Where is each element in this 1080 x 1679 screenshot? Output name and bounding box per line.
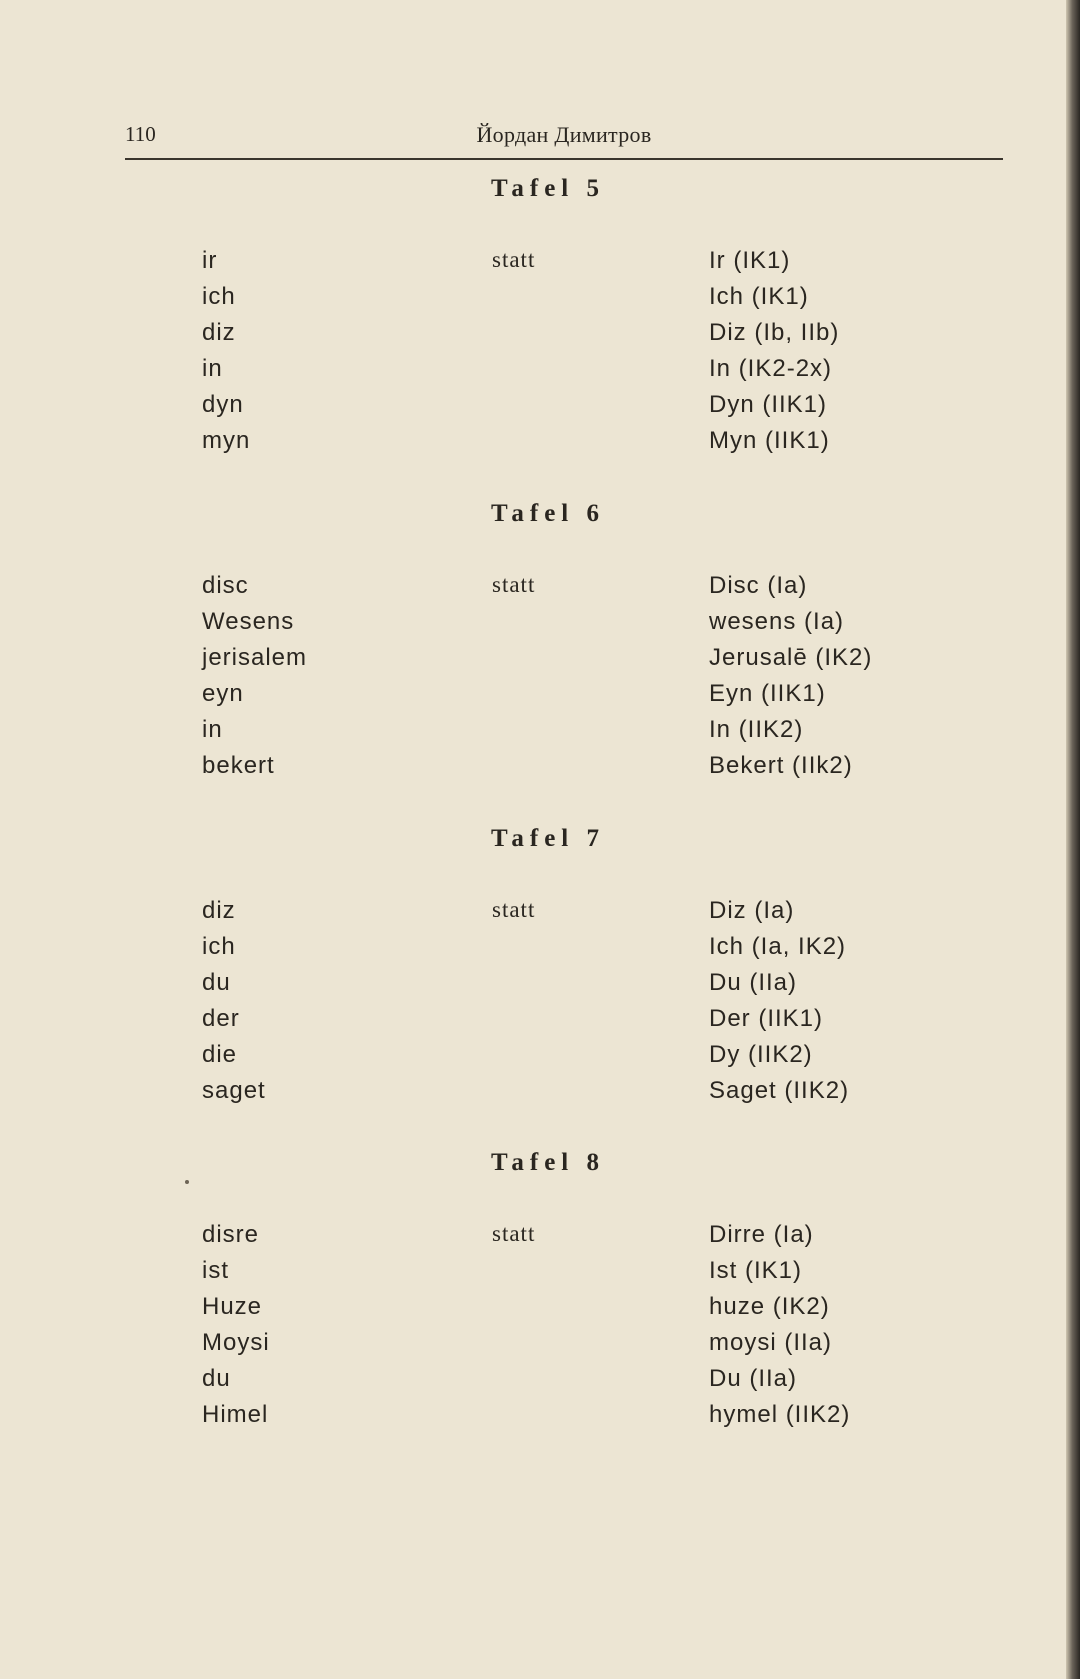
corrected-form: Bekert (IIk2) <box>709 752 853 779</box>
original-form: myn <box>202 427 251 454</box>
corrected-form: Du (IIa) <box>709 1365 798 1392</box>
connector-text: statt <box>492 1221 536 1246</box>
running-title: Йордан Димитров <box>476 122 652 147</box>
corrected-form: Ir (IK1) <box>709 247 791 274</box>
section-title: Tafel 7 <box>491 825 605 852</box>
corrected-form: Jerusalē (IK2) <box>709 644 873 671</box>
table-row <box>0 247 1080 283</box>
corrected-form: Eyn (IIK1) <box>709 680 826 707</box>
table-row <box>0 1365 1080 1401</box>
table-row <box>0 1077 1080 1113</box>
table-row <box>0 319 1080 355</box>
corrected-form: In (IK2-2x) <box>709 355 833 382</box>
table-row <box>0 283 1080 319</box>
connector-text: statt <box>492 572 536 597</box>
original-form: eyn <box>202 680 244 707</box>
corrected-form: Dyn (IIK1) <box>709 391 828 418</box>
corrected-form: Ist (IK1) <box>709 1257 803 1284</box>
corrected-form: Der (IIK1) <box>709 1005 824 1032</box>
corrected-form: Du (IIa) <box>709 969 798 996</box>
table-row <box>0 1041 1080 1077</box>
corrected-form: Myn (IIK1) <box>709 427 830 454</box>
corrected-form: Diz (Ia) <box>709 897 795 924</box>
section-title: Tafel 8 <box>491 1149 605 1176</box>
original-form: diz <box>202 319 236 346</box>
corrected-form: Dirre (Ia) <box>709 1221 814 1248</box>
page-number: 110 <box>125 122 156 146</box>
table-row <box>0 1221 1080 1257</box>
original-form: bekert <box>202 752 275 779</box>
original-form: Himel <box>202 1401 269 1428</box>
corrected-form: hymel (IIK2) <box>709 1401 851 1428</box>
table-row <box>0 1329 1080 1365</box>
page-header <box>125 118 1003 160</box>
corrected-form: huze (IK2) <box>709 1293 830 1320</box>
corrected-form: Ich (IK1) <box>709 283 809 310</box>
original-form: jerisalem <box>202 644 308 671</box>
table-row <box>0 1005 1080 1041</box>
table-row <box>0 391 1080 427</box>
corrected-form: moysi (IIa) <box>709 1329 833 1356</box>
original-form: du <box>202 1365 231 1392</box>
table-row <box>0 1293 1080 1329</box>
table-row <box>0 1401 1080 1437</box>
table-row <box>0 572 1080 608</box>
corrected-form: Disc (Ia) <box>709 572 808 599</box>
table-row <box>0 1257 1080 1293</box>
original-form: der <box>202 1005 240 1032</box>
table-row <box>0 933 1080 969</box>
original-form: Moysi <box>202 1329 270 1356</box>
original-form: Huze <box>202 1293 263 1320</box>
corrected-form: wesens (Ia) <box>709 608 845 635</box>
table-row <box>0 427 1080 463</box>
table-row <box>0 644 1080 680</box>
corrected-form: In (IIK2) <box>709 716 804 743</box>
paper-speck <box>185 1180 189 1184</box>
original-form: in <box>202 716 223 743</box>
connector-text: statt <box>492 247 536 272</box>
table-row <box>0 608 1080 644</box>
original-form: diz <box>202 897 236 924</box>
original-form: disc <box>202 572 249 599</box>
section-title: Tafel 6 <box>491 500 605 527</box>
corrected-form: Diz (Ib, IIb) <box>709 319 840 346</box>
corrected-form: Saget (IIK2) <box>709 1077 850 1104</box>
original-form: saget <box>202 1077 266 1104</box>
corrected-form: Dy (IIK2) <box>709 1041 813 1068</box>
corrected-form: Ich (Ia, IK2) <box>709 933 847 960</box>
table-row <box>0 716 1080 752</box>
section-title: Tafel 5 <box>491 175 605 202</box>
table-row <box>0 752 1080 788</box>
connector-text: statt <box>492 897 536 922</box>
original-form: die <box>202 1041 238 1068</box>
table-row <box>0 680 1080 716</box>
table-row <box>0 355 1080 391</box>
table-row <box>0 897 1080 933</box>
table-row <box>0 969 1080 1005</box>
original-form: ir <box>202 247 218 274</box>
original-form: dyn <box>202 391 244 418</box>
original-form: ist <box>202 1257 229 1284</box>
original-form: Wesens <box>202 608 295 635</box>
original-form: du <box>202 969 231 996</box>
original-form: ich <box>202 933 236 960</box>
original-form: in <box>202 355 223 382</box>
original-form: ich <box>202 283 236 310</box>
original-form: disre <box>202 1221 260 1248</box>
